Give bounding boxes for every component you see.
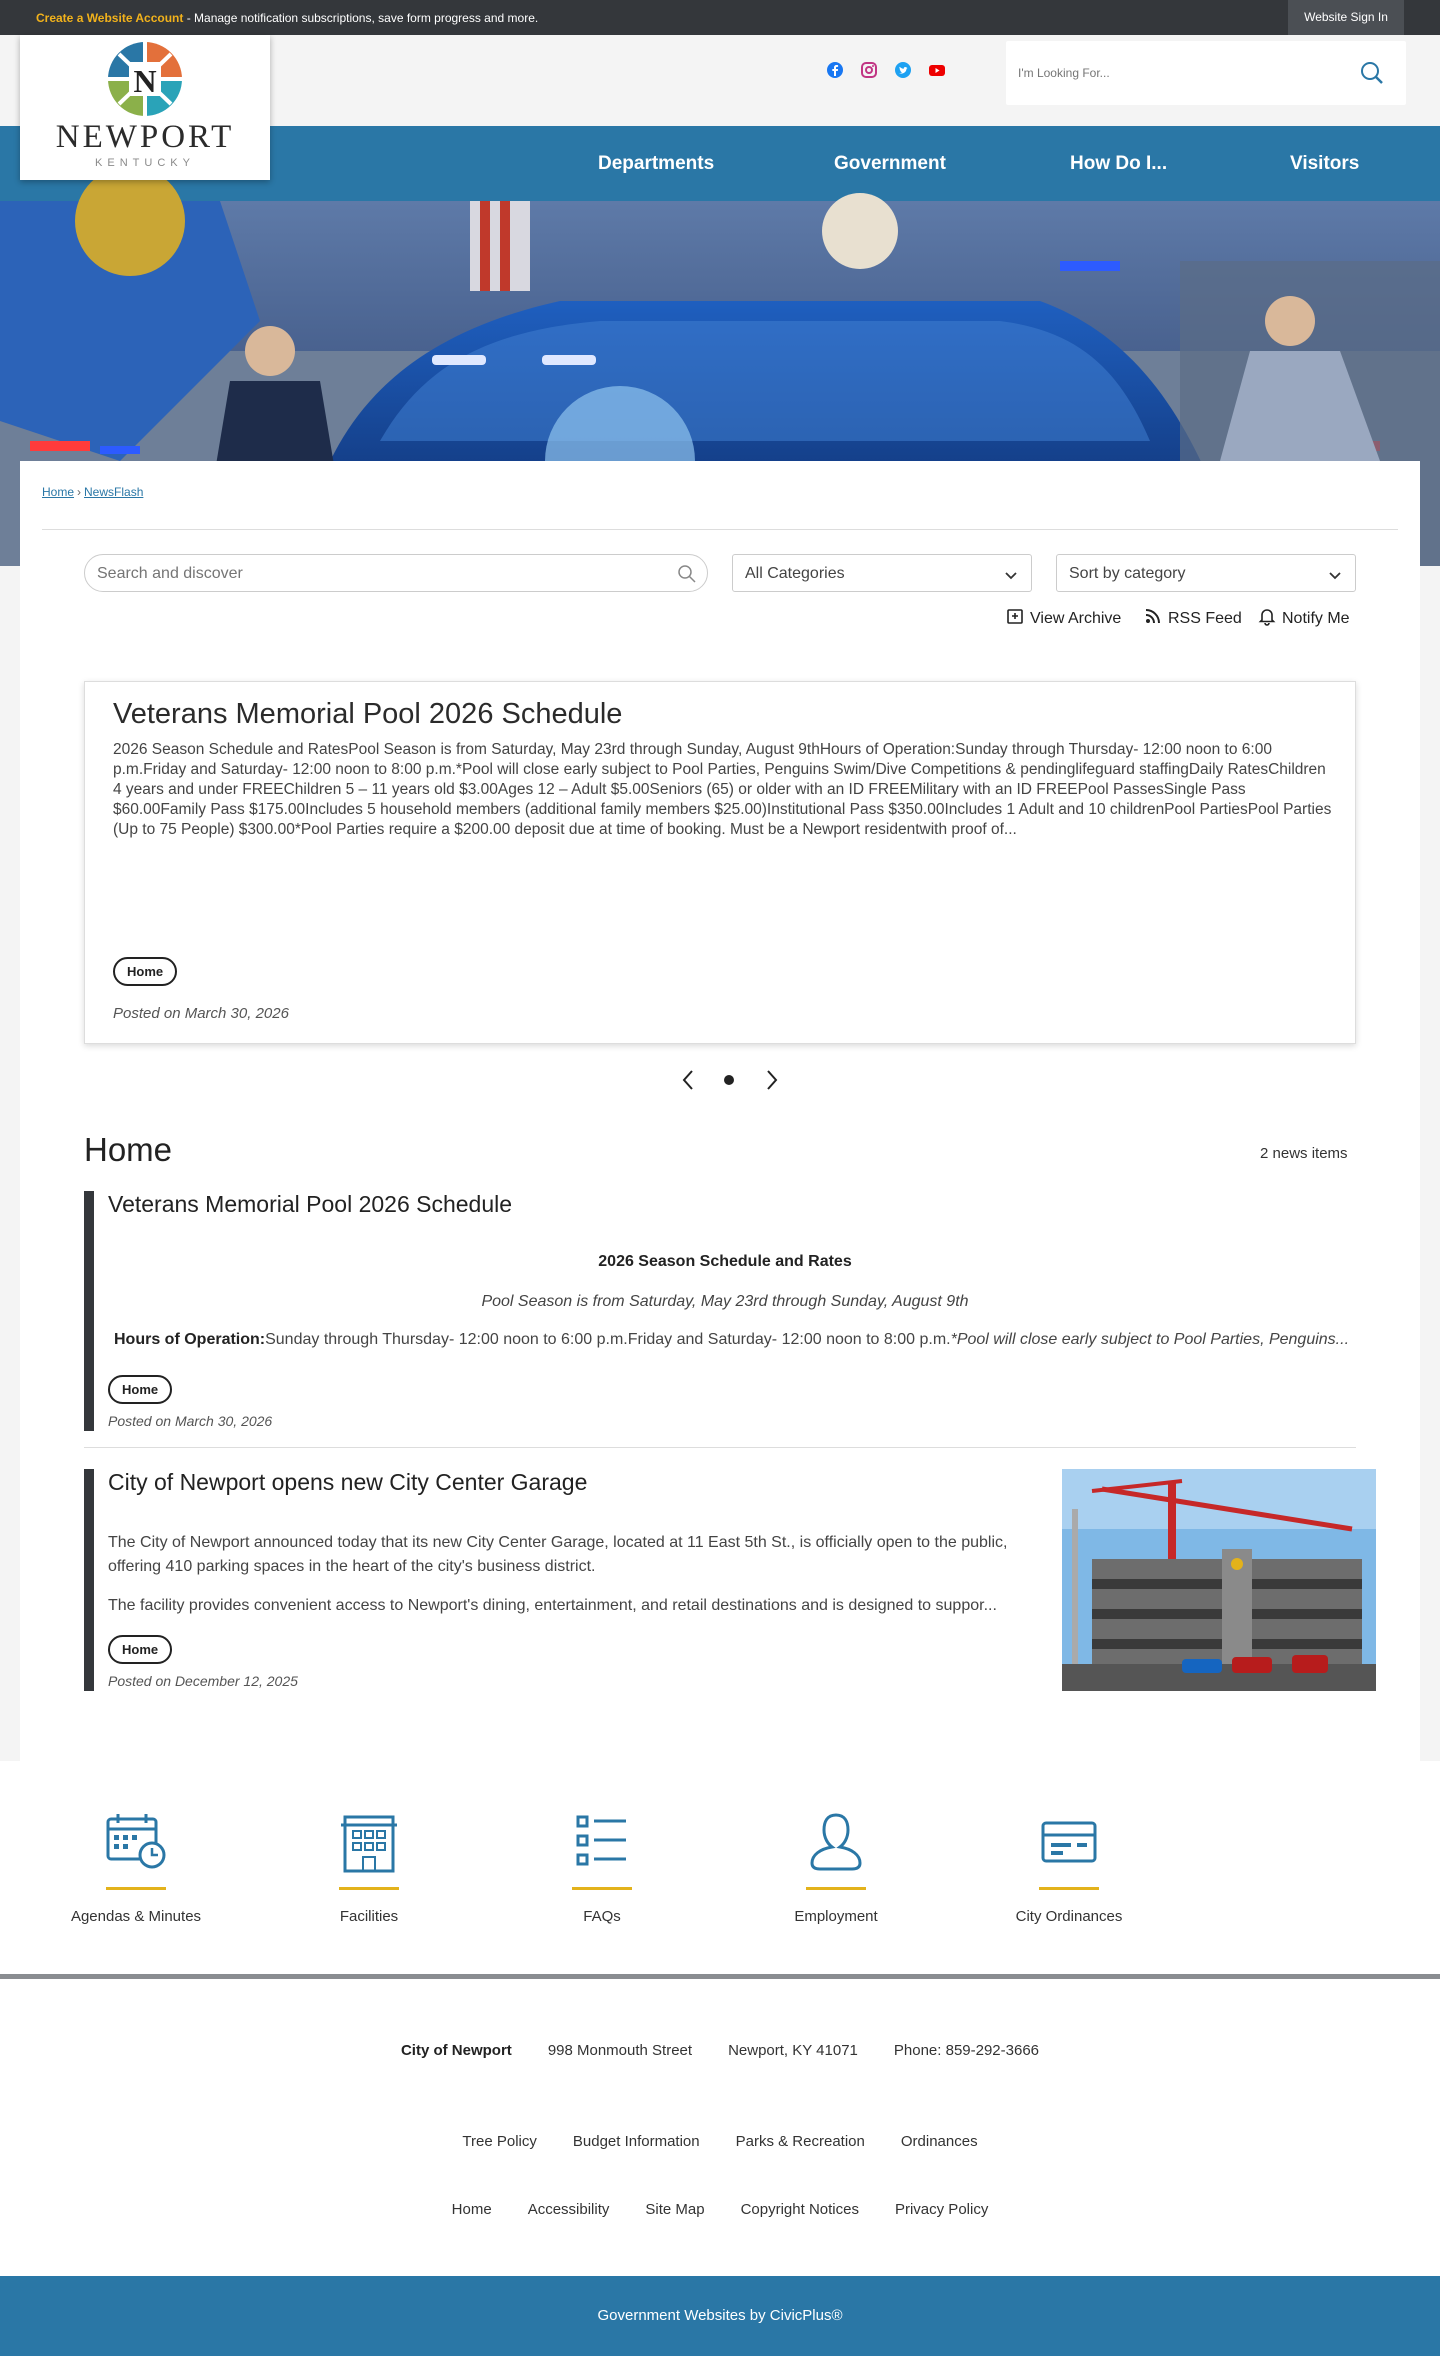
footer-links-secondary <box>0 2201 1440 2218</box>
quick-link-label: City Ordinances <box>1015 1908 1123 1925</box>
notify-me-link[interactable] <box>1258 607 1350 630</box>
quick-link-ordinances[interactable] <box>974 1811 1164 1925</box>
calendar-clock-icon <box>41 1811 231 1875</box>
garage-photo[interactable] <box>1062 1469 1376 1691</box>
news-item <box>84 1191 1356 1431</box>
divider <box>84 1447 1356 1448</box>
chevron-right-icon[interactable] <box>764 1068 780 1097</box>
view-archive-label: View Archive <box>1030 609 1122 627</box>
news-item-date: Posted on March 30, 2026 <box>108 1413 273 1429</box>
youtube-icon[interactable] <box>928 61 946 79</box>
bell-icon <box>1258 607 1276 630</box>
footer-link-ordinances[interactable]: Ordinances <box>900 2133 978 2150</box>
news-item-subhead: 2026 Season Schedule and Rates <box>598 1253 852 1270</box>
top-bar <box>0 0 1440 35</box>
account-message-text: - Manage notification subscriptions, save form progress and more. <box>183 11 539 25</box>
archive-icon <box>1006 607 1024 630</box>
social-links <box>826 61 946 79</box>
person-icon <box>741 1811 931 1875</box>
chevron-down-icon <box>1329 568 1341 586</box>
news-item-paragraph: The facility provides convenient access to Newport's dining, entertainment, and retail destinations and is designed to suppor... <box>108 1597 997 1614</box>
newsflash-search <box>84 554 708 592</box>
quick-link-faqs[interactable] <box>507 1811 697 1925</box>
divider <box>42 529 1398 530</box>
hours-text: Sunday through Thursday- 12:00 noon to 6:00 p.m.Friday and Saturday- 12:00 noon to 8:00 p.m. <box>265 1331 951 1348</box>
rss-feed-label: RSS Feed <box>1168 609 1242 627</box>
nav-item-how-do-i[interactable]: How Do I... <box>1070 153 1168 174</box>
rss-feed-link[interactable] <box>1144 607 1242 630</box>
quick-links <box>0 1761 1440 1974</box>
featured-news-tag[interactable]: Home <box>113 957 177 986</box>
quick-link-label: Employment <box>794 1908 878 1925</box>
news-item-paragraph: The City of Newport announced today that its new City Center Garage, located at 11 East 5th St., is officially open to the public, offering 410 parking spaces in the heart of the city's business district. <box>108 1534 1008 1575</box>
site-search <box>1006 41 1406 105</box>
instagram-icon[interactable] <box>860 61 878 79</box>
news-item-tag[interactable]: Home <box>108 1375 172 1404</box>
footer-org: City of Newport <box>400 2042 512 2059</box>
list-icon <box>507 1811 697 1875</box>
logo-emblem-icon <box>105 40 185 118</box>
news-item-title[interactable]: City of Newport opens new City Center Garage <box>108 1469 588 1495</box>
category-select-value: All Categories <box>745 565 845 582</box>
logo-letter: N <box>133 63 157 99</box>
newsflash-search-input[interactable] <box>97 563 657 585</box>
featured-news-title[interactable]: Veterans Memorial Pool 2026 Schedule <box>113 698 623 730</box>
accent-bar <box>806 1887 866 1890</box>
carousel-controls <box>660 1066 800 1096</box>
news-item-title[interactable]: Veterans Memorial Pool 2026 Schedule <box>108 1191 513 1217</box>
carousel-dot[interactable] <box>724 1075 734 1085</box>
footer-contact <box>0 2042 1440 2059</box>
chevron-down-icon <box>1005 568 1017 586</box>
footer-link-copyright[interactable]: Copyright Notices <box>740 2201 859 2218</box>
accent-bar <box>572 1887 632 1890</box>
civicplus-link[interactable]: Government Websites by CivicPlus® <box>597 2307 843 2324</box>
news-item-hours <box>114 1331 1356 1349</box>
quick-link-employment[interactable] <box>741 1811 931 1925</box>
footer-link-site-map[interactable]: Site Map <box>645 2201 705 2218</box>
footer-link-privacy[interactable]: Privacy Policy <box>894 2201 989 2218</box>
rss-icon <box>1144 607 1162 630</box>
sort-select[interactable] <box>1056 554 1356 592</box>
featured-news-date: Posted on March 30, 2026 <box>113 1005 289 1022</box>
breadcrumb-home[interactable]: Home <box>42 485 75 499</box>
hours-note: *Pool will close early subject to Pool Parties, Penguins... <box>950 1331 1350 1348</box>
footer-link-home[interactable]: Home <box>451 2201 492 2218</box>
civicplus-credit <box>0 2276 1440 2356</box>
quick-link-label: FAQs <box>583 1908 621 1925</box>
footer-link-budget[interactable]: Budget Information <box>572 2133 700 2150</box>
footer-phone[interactable]: Phone: 859-292-3666 <box>893 2042 1040 2059</box>
site-logo[interactable] <box>20 35 270 180</box>
sort-select-value: Sort by category <box>1069 565 1186 582</box>
breadcrumb-separator: › <box>77 485 82 499</box>
category-select[interactable] <box>732 554 1032 592</box>
nav-item-visitors[interactable]: Visitors <box>1290 153 1360 174</box>
chevron-left-icon[interactable] <box>680 1068 696 1097</box>
accent-bar <box>106 1887 166 1890</box>
footer-links-primary <box>0 2133 1440 2150</box>
sign-in-button[interactable]: Website Sign In <box>1288 0 1404 35</box>
notify-me-label: Notify Me <box>1282 609 1350 627</box>
news-item-season: Pool Season is from Saturday, May 23rd through Sunday, August 9th <box>481 1293 969 1310</box>
building-icon <box>274 1811 464 1875</box>
section-title: Home <box>84 1131 173 1168</box>
footer-link-parks[interactable]: Parks & Recreation <box>735 2133 865 2150</box>
footer-city: Newport, KY 41071 <box>728 2042 858 2059</box>
search-icon[interactable] <box>1360 61 1384 90</box>
featured-news-body: 2026 Season Schedule and RatesPool Season is from Saturday, May 23rd through Sunday, August 9thHours of Operation:Sunday through Thursday- 12:00 noon to 6:00 p.m.Friday and Saturday- 12:00 noon to 8:00 p.m.*Pool will close early subject to Pool Parties, Penguins Swim/Dive Competitions & pendinglifeguard staffingDaily RatesChildren 4 years and under FREEChildren 5 – 11 years old $3.00Ages 12 – Adult $5.00Seniors (65) or older with an ID FREEMilitary with an ID FREEPool PassesSingle Pass $60.00Family Pass $175.00Includes 5 household members (additional family members $25.00)Institutional Pass $350.00Includes 1 Adult and 10 childrenPool PartiesPool Parties (Up to 75 People) $300.00*Pool Parties require a $200.00 deposit due at time of booking. Must be a Newport residentwith proof of... <box>113 741 1332 838</box>
nav-item-departments[interactable]: Departments <box>598 153 715 174</box>
accent-bar <box>1039 1887 1099 1890</box>
quick-link-label: Facilities <box>339 1908 399 1925</box>
news-item-tag[interactable]: Home <box>108 1635 172 1664</box>
site-search-input[interactable] <box>1018 59 1338 87</box>
view-archive-link[interactable] <box>1006 607 1121 630</box>
quick-link-facilities[interactable] <box>274 1811 464 1925</box>
quick-link-agendas[interactable] <box>41 1811 231 1925</box>
nav-item-government[interactable]: Government <box>834 153 946 174</box>
hours-label: Hours of Operation: <box>114 1331 266 1348</box>
news-item <box>84 1469 1356 1691</box>
search-icon[interactable] <box>677 564 697 589</box>
featured-news-card[interactable] <box>84 681 1356 1044</box>
logo-state: KENTUCKY <box>95 157 195 169</box>
facebook-icon[interactable] <box>826 61 844 79</box>
footer-link-accessibility[interactable]: Accessibility <box>527 2201 610 2218</box>
footer-link-tree-policy[interactable]: Tree Policy <box>462 2133 537 2150</box>
news-count: 2 news items <box>1260 1145 1348 1162</box>
account-message <box>36 11 538 25</box>
create-account-link[interactable]: Create a Website Account <box>36 11 184 25</box>
content-panel <box>20 461 1420 1761</box>
site-footer <box>0 1979 1440 2276</box>
breadcrumb <box>42 485 143 499</box>
news-item-date: Posted on December 12, 2025 <box>108 1673 298 1689</box>
card-icon <box>974 1811 1164 1875</box>
quick-link-label: Agendas & Minutes <box>70 1908 202 1925</box>
accent-bar <box>339 1887 399 1890</box>
logo-name: NEWPORT <box>55 119 235 155</box>
footer-address: 998 Monmouth Street <box>547 2042 693 2059</box>
breadcrumb-newsflash[interactable]: NewsFlash <box>84 485 144 499</box>
twitter-icon[interactable] <box>894 61 912 79</box>
